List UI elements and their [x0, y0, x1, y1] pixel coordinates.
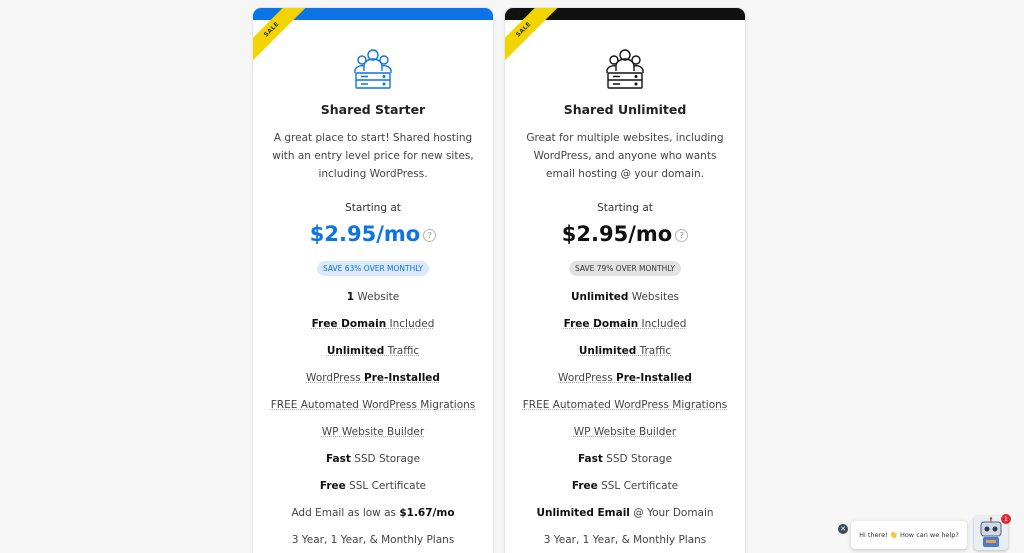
- feature-item: [253, 369, 493, 396]
- plan-price: [505, 222, 745, 246]
- feature-text[interactable]: WordPress: [558, 372, 617, 384]
- save-badge-row: [253, 256, 493, 276]
- feature-item: [253, 423, 493, 450]
- feature-bold: Fast: [577, 453, 603, 465]
- chat-message[interactable]: Hi there! 👋 How can we help?: [851, 521, 967, 549]
- sale-ribbon: SALE: [253, 8, 309, 67]
- close-icon[interactable]: ✕: [838, 524, 848, 534]
- feature-list: [505, 288, 745, 553]
- feature-item: [505, 450, 745, 477]
- feature-text[interactable]: Traffic: [636, 345, 672, 357]
- save-badge: SAVE 79% OVER MONTHLY: [569, 261, 681, 276]
- feature-bold: /mo: [432, 507, 455, 519]
- feature-text: SSD Storage: [350, 453, 421, 465]
- feature-bold: Unlimited: [570, 291, 629, 303]
- starting-at-label: Starting at: [345, 202, 401, 214]
- feature-item: [505, 396, 745, 423]
- feature-item: [505, 477, 745, 504]
- feature-text: @ Your Domain: [629, 507, 714, 519]
- feature-bold: Fast: [325, 453, 351, 465]
- feature-text: 3 Year, 1 Year, & Monthly Plans: [543, 534, 707, 546]
- feature-text[interactable]: FREE Automated WordPress Migrations: [270, 399, 476, 411]
- feature-text: Website: [354, 291, 400, 303]
- feature-item: [253, 396, 493, 423]
- feature-bold[interactable]: Unlimited: [326, 345, 385, 357]
- plan-card-shared-unlimited: [505, 8, 745, 553]
- feature-bold: $1.67: [399, 507, 433, 519]
- feature-text: Websites: [628, 291, 680, 303]
- feature-item: [253, 477, 493, 504]
- feature-bold[interactable]: Pre-Installed: [616, 372, 692, 384]
- save-badge: SAVE 63% OVER MONTHLY: [317, 261, 429, 276]
- starting-at-label: Starting at: [597, 202, 653, 214]
- feature-text[interactable]: WordPress: [306, 372, 365, 384]
- feature-item: [253, 315, 493, 342]
- feature-list: [253, 288, 493, 553]
- chat-widget: [836, 514, 1024, 553]
- feature-text: Add Email as low as: [291, 507, 400, 519]
- feature-item: [505, 342, 745, 369]
- feature-bold[interactable]: Pre-Installed: [364, 372, 440, 384]
- feature-bold: Free: [319, 480, 346, 492]
- plan-title: Shared Starter: [320, 102, 426, 117]
- question-circle-icon[interactable]: ?: [423, 229, 436, 242]
- feature-bold[interactable]: Free Domain: [563, 318, 639, 330]
- feature-bold[interactable]: Free Domain: [311, 318, 387, 330]
- feature-bold[interactable]: Unlimited: [578, 345, 637, 357]
- feature-item: [505, 315, 745, 342]
- price-value: $2.95/mo: [561, 222, 673, 246]
- feature-text[interactable]: Included: [638, 318, 687, 330]
- unread-count-badge: 1: [1001, 514, 1011, 524]
- feature-item: [253, 288, 493, 315]
- plan-description: Great for multiple websites, including WordPress, and anyone who wants email hosting @ your domain.: [526, 132, 724, 180]
- feature-item: [505, 531, 745, 553]
- feature-text: SSD Storage: [602, 453, 673, 465]
- feature-bold: Unlimited Email: [536, 507, 630, 519]
- team-server-icon: [353, 46, 393, 90]
- price-value: $2.95/mo: [309, 222, 421, 246]
- feature-item: [253, 342, 493, 369]
- plan-card-shared-starter: [253, 8, 493, 553]
- feature-item: [505, 504, 745, 531]
- feature-text: SSL Certificate: [597, 480, 679, 492]
- feature-text[interactable]: WP Website Builder: [321, 426, 425, 438]
- plan-description: A great place to start! Shared hosting with an entry level price for new sites, including WordPress.: [272, 132, 474, 180]
- feature-bold: 1: [346, 291, 355, 303]
- feature-bold: Free: [571, 480, 598, 492]
- plan-price: [253, 222, 493, 246]
- plan-title: Shared Unlimited: [563, 102, 687, 117]
- feature-text[interactable]: Traffic: [384, 345, 420, 357]
- feature-text[interactable]: Included: [386, 318, 435, 330]
- feature-text[interactable]: WP Website Builder: [573, 426, 677, 438]
- feature-item: [253, 531, 493, 553]
- feature-text[interactable]: FREE Automated WordPress Migrations: [522, 399, 728, 411]
- feature-item: [505, 369, 745, 396]
- feature-item: [505, 423, 745, 450]
- feature-text: SSL Certificate: [345, 480, 427, 492]
- feature-item: [253, 504, 493, 531]
- feature-item: [253, 450, 493, 477]
- team-server-icon: [605, 46, 645, 90]
- feature-item: [505, 288, 745, 315]
- feature-text: 3 Year, 1 Year, & Monthly Plans: [291, 534, 455, 546]
- question-circle-icon[interactable]: ?: [675, 229, 688, 242]
- sale-ribbon: SALE: [505, 8, 561, 67]
- save-badge-row: [505, 256, 745, 276]
